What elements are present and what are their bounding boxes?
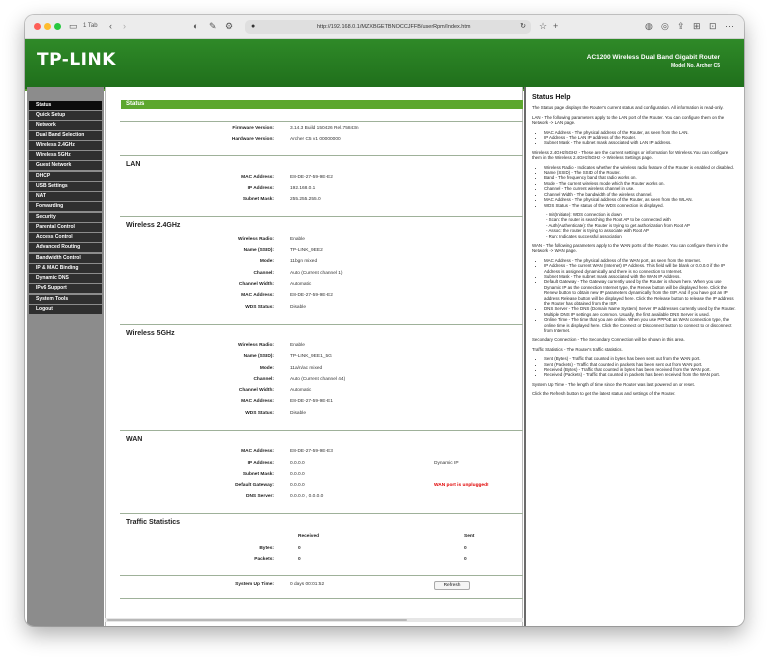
bytes-received: 0 bbox=[298, 546, 301, 551]
help-list-item: • Online Time - The time that you are online. When you use PPPoE as WAN connection type, the online time is displayed here. Click the Connect or Disconnect button to connect to or disconnect from Internet. bbox=[544, 317, 738, 333]
uptime-value: 0 days 00:01:52 bbox=[290, 582, 325, 587]
divider bbox=[120, 121, 523, 122]
sidebar-item-logout[interactable]: Logout bbox=[29, 305, 102, 314]
sidebar-item-network[interactable]: Network bbox=[29, 121, 102, 130]
help-wan-list bbox=[544, 258, 738, 334]
help-wireless-list bbox=[544, 165, 738, 208]
help-wds-line: - Assoc: the router is trying to associate with Root AP bbox=[546, 228, 649, 234]
w5-wds-label: WDS Status: bbox=[245, 411, 274, 416]
wan-ip-value: 0.0.0.0 bbox=[290, 461, 305, 466]
bytes-label: Bytes: bbox=[259, 546, 274, 551]
help-list-item: • DNS Server - The DNS (Domain Name System) Server IP addresses currently used by the Router. Multiple DNS IP settings are common. Usually, the first available DNS Server is used. bbox=[544, 306, 738, 317]
firmware-value: 3.14.3 Build 150426 Rel.75843n bbox=[290, 126, 359, 131]
settings-icon[interactable]: ◎ bbox=[661, 21, 669, 31]
w24-mac-value: E8-DE-27-59-9E-E2 bbox=[290, 293, 333, 298]
sidebar-item-ddns[interactable]: Dynamic DNS bbox=[29, 274, 102, 283]
w5-channel-label: Channel: bbox=[253, 377, 274, 382]
help-intro: The Status page displays the Router's current status and configuration. All information is read-only. bbox=[532, 105, 724, 111]
sidebar-item-advanced-routing[interactable]: Advanced Routing bbox=[29, 243, 102, 252]
divider bbox=[120, 575, 523, 576]
lan-mac-value: E8-DE-27-59-9E-E2 bbox=[290, 175, 333, 180]
help-list-item: • Sent (Bytes) - Traffic that counted in bytes has been sent out from the WAN port. bbox=[544, 356, 738, 361]
sidebar-item-wireless-24[interactable]: Wireless 2.4GHz bbox=[29, 141, 102, 150]
w5-radio-value: Enable bbox=[290, 343, 305, 348]
wireless-5-heading: Wireless 5GHz bbox=[126, 330, 175, 337]
lan-ip-value: 192.168.0.1 bbox=[290, 186, 316, 191]
help-list-item: • Channel - The current wireless channel in use. bbox=[544, 186, 738, 191]
address-bar[interactable] bbox=[245, 20, 531, 34]
extension-icon[interactable]: ◍ bbox=[645, 21, 653, 31]
tab-overview-icon[interactable]: ⊞ bbox=[693, 21, 701, 31]
help-list-item: • Channel Width - The bandwidth of the wireless channel. bbox=[544, 192, 738, 197]
back-arrow-icon[interactable]: ‹ bbox=[109, 21, 112, 31]
help-list-item: • Default Gateway - The Gateway currently used by the Router is shown here. When you use Dynamic IP as the connection Internet type, the Renew button will be displayed here. Click the Renew button to obtain new IP parameters dynamically from the ISP. And if you have got an IP address Release button will be displayed here. Click the Release button to release the IP address the Router has obtained from the ISP. bbox=[544, 279, 738, 306]
w5-width-label: Channel Width: bbox=[238, 388, 274, 393]
sidebar-menu bbox=[27, 87, 104, 626]
help-secondary: Secondary Connection - The Secondary Connection will be shown in this area. bbox=[532, 337, 685, 343]
help-list-item: • Band - The frequency band that radio works on. bbox=[544, 175, 738, 180]
w24-mode-label: Mode: bbox=[259, 259, 274, 264]
tab-count[interactable]: 1 Tab bbox=[83, 23, 98, 29]
router-header bbox=[25, 39, 744, 91]
refresh-button[interactable]: Refresh bbox=[434, 581, 470, 590]
w24-ssid-value: TP-LINK_9EE2 bbox=[290, 248, 323, 253]
help-list-item: • Subnet Mask - The subnet mask associated with the WAN IP Address. bbox=[544, 274, 738, 279]
help-wireless-intro: Wireless 2.4GHz/5GHz - These are the current settings or information for Wireless.You can configure them in the Wireless 2.4GHz/5GHz -> Wireless Settings page. bbox=[532, 149, 729, 161]
wan-mask-label: Subnet Mask: bbox=[242, 472, 274, 477]
help-wds-line: - Init(Initiate): WDS connection is down bbox=[546, 211, 622, 217]
tools-icon[interactable]: ✎ bbox=[209, 21, 217, 31]
w24-width-value: Automatic bbox=[290, 282, 312, 287]
scrollbar-thumb[interactable] bbox=[107, 619, 407, 621]
sidebar-item-nat[interactable]: NAT bbox=[29, 192, 102, 201]
w5-mac-value: E8-DE-27-59-9E-E1 bbox=[290, 399, 333, 404]
more-icon[interactable]: ⋯ bbox=[725, 21, 734, 31]
share-icon[interactable]: ⇪ bbox=[677, 21, 685, 31]
w5-ssid-value: TP-LINK_9EE1_5G bbox=[290, 354, 332, 359]
sidebar-item-access-control[interactable]: Access Control bbox=[29, 233, 102, 242]
help-wds-line: - Scan: the router is searching the Root AP to be connected with bbox=[546, 217, 671, 223]
w5-mode-label: Mode: bbox=[259, 366, 274, 371]
wan-gateway-label: Default Gateway: bbox=[235, 483, 274, 488]
help-list-item: • Wireless Radio - Indicates whether the wireless radio feature of the Router is enabled or disabled. bbox=[544, 165, 738, 170]
wan-mask-value: 0.0.0.0 bbox=[290, 472, 305, 477]
help-wan-intro: WAN - The following parameters apply to the WAN ports of the Router. You can configure them in the Network -> WAN page. bbox=[532, 242, 729, 254]
help-traffic-intro: Traffic Statistics - The Router's traffic statistics. bbox=[532, 346, 623, 352]
w24-mode-value: 11bgn mixed bbox=[290, 259, 318, 264]
help-list-item: • MAC Address - The physical address of the Router, as seen from the WLAN. bbox=[544, 197, 738, 202]
horizontal-scrollbar[interactable] bbox=[105, 618, 523, 622]
divider bbox=[120, 155, 523, 156]
divider bbox=[120, 598, 523, 599]
help-wds-line: - Run: Indicates successful association bbox=[546, 233, 622, 239]
traffic-received-header: Received bbox=[298, 534, 320, 539]
url-text: http://192.168.0.1/MZXBGETBNOCCJFFB/userRpm/Index.htm bbox=[317, 24, 471, 30]
sidebar-item-ipv6[interactable]: IPv6 Support bbox=[29, 284, 102, 293]
bytes-sent: 0 bbox=[464, 546, 467, 551]
help-wds-line: - Auth(Authenticate): the Router is trying to get authorization from Root AP bbox=[546, 222, 690, 228]
sidebar-item-parental-control[interactable]: Parental Control bbox=[29, 223, 102, 232]
wireless-24-heading: Wireless 2.4GHz bbox=[126, 222, 181, 229]
packets-sent: 0 bbox=[464, 557, 467, 562]
wan-dns-label: DNS Server: bbox=[246, 494, 274, 499]
w24-radio-label: Wireless Radio: bbox=[238, 237, 274, 242]
tp-link-logo: TP-LINK bbox=[37, 50, 116, 70]
sidebar-item-usb[interactable]: USB Settings bbox=[29, 182, 102, 191]
wan-gateway-value: 0.0.0.0 bbox=[290, 483, 305, 488]
divider bbox=[120, 216, 523, 217]
grid-icon[interactable]: ⊡ bbox=[709, 21, 717, 31]
status-content bbox=[105, 87, 523, 626]
sidebar-item-guest-network[interactable]: Guest Network bbox=[29, 161, 102, 170]
sidebar-item-system-tools[interactable]: System Tools bbox=[29, 295, 102, 304]
lan-mac-label: MAC Address: bbox=[241, 175, 274, 180]
w5-width-value: Automatic bbox=[290, 388, 312, 393]
help-list-item: • IP Address - The LAN IP address of the Router. bbox=[544, 135, 738, 140]
divider bbox=[120, 430, 523, 431]
w5-ssid-label: Name (SSID): bbox=[243, 354, 274, 359]
sidebar-item-security[interactable]: Security bbox=[29, 213, 102, 222]
page-title: Status bbox=[121, 100, 523, 109]
sidebar-item-dual-band[interactable]: Dual Band Selection bbox=[29, 131, 102, 140]
wan-dns-value: 0.0.0.0 , 0.0.0.0 bbox=[290, 494, 324, 499]
w24-wds-value: Disable bbox=[290, 305, 306, 310]
browser-toolbar bbox=[25, 15, 744, 39]
w24-mac-label: MAC Address: bbox=[241, 293, 274, 298]
firmware-label: Firmware Version: bbox=[232, 126, 274, 131]
wan-unplugged-warning: WAN port is unplugged! bbox=[434, 483, 489, 488]
forward-arrow-icon[interactable]: › bbox=[123, 21, 126, 31]
product-info bbox=[587, 53, 720, 71]
reload-icon[interactable]: ↻ bbox=[520, 23, 526, 30]
wan-ip-label: IP Address: bbox=[247, 461, 274, 466]
sidebar-item-bandwidth[interactable]: Bandwidth Control bbox=[29, 254, 102, 263]
divider bbox=[120, 324, 523, 325]
packets-label: Packets: bbox=[254, 557, 274, 562]
lan-ip-label: IP Address: bbox=[247, 186, 274, 191]
w5-wds-value: Disable bbox=[290, 411, 306, 416]
w5-channel-value: Auto (Current channel 44) bbox=[290, 377, 346, 382]
lan-heading: LAN bbox=[126, 161, 141, 168]
help-list-item: • Subnet Mask - The subnet mask associated with LAN IP address. bbox=[544, 140, 738, 145]
w24-wds-label: WDS Status: bbox=[245, 305, 274, 310]
help-lan-list bbox=[544, 130, 738, 146]
help-lan-intro: LAN - The following parameters apply to the LAN port of the Router. You can configure them on the Network -> LAN page. bbox=[532, 114, 725, 126]
minimize-window-button[interactable] bbox=[44, 23, 51, 30]
sidebar-toggle-icon[interactable]: ▭ bbox=[69, 21, 78, 31]
packets-received: 0 bbox=[298, 557, 301, 562]
help-list-item: • IP Address - The current WAN (Internet) IP Address. This field will be blank or 0.0.0.0 if the IP Address is assigned dynamically and there is no connection to Internet. bbox=[544, 263, 738, 274]
help-wds-lines bbox=[532, 212, 738, 239]
w24-radio-value: Enable bbox=[290, 237, 305, 242]
help-title: Status Help bbox=[532, 94, 571, 101]
w24-channel-label: Channel: bbox=[253, 271, 274, 276]
sidebar-item-quick-setup[interactable]: Quick Setup bbox=[29, 111, 102, 120]
sidebar-item-dhcp[interactable]: DHCP bbox=[29, 172, 102, 181]
sidebar-item-forwarding[interactable]: Forwarding bbox=[29, 202, 102, 211]
browser-window bbox=[25, 15, 744, 626]
sidebar-item-ip-mac-binding[interactable]: IP & MAC Binding bbox=[29, 264, 102, 273]
traffic-sent-header: Sent bbox=[464, 534, 475, 539]
zoom-window-button[interactable] bbox=[54, 23, 61, 30]
gear-icon[interactable]: ⚙ bbox=[225, 21, 234, 31]
help-list-item: • MAC Address - The physical address of the WAN port, as seen from the Internet. bbox=[544, 258, 738, 263]
help-list-item: • MAC Address - The physical address of the Router, as seen from the LAN. bbox=[544, 130, 738, 135]
help-list-item: • Mode - The current wireless mode which the Router works on. bbox=[544, 181, 738, 186]
close-window-button[interactable] bbox=[34, 23, 41, 30]
lan-mask-label: Subnet Mask: bbox=[242, 197, 274, 202]
shield-icon[interactable]: ◐ bbox=[193, 21, 199, 31]
uptime-label: System Up Time: bbox=[235, 582, 274, 587]
help-list-item: • Received (Bytes) - Traffic that counted in bytes has been received from the WAN port. bbox=[544, 367, 738, 372]
help-uptime: System Up Time - The length of time since the Router was last powered on or reset. bbox=[532, 381, 695, 387]
new-tab-icon[interactable]: + bbox=[553, 21, 559, 31]
w5-mode-value: 11a/n/ac mixed bbox=[290, 366, 323, 371]
lan-mask-value: 255.255.255.0 bbox=[290, 197, 321, 202]
hardware-value: Archer C5 v1 00000000 bbox=[290, 137, 341, 142]
help-list-item: • Name (SSID) - The SSID of the Router. bbox=[544, 170, 738, 175]
help-list-item: • Sent (Packets) - Traffic that counted in packets has been sent out from WAN port. bbox=[544, 362, 738, 367]
wan-ip-type: Dynamic IP bbox=[434, 461, 459, 466]
help-panel bbox=[524, 87, 744, 626]
traffic-heading: Traffic Statistics bbox=[126, 519, 181, 526]
wan-mac-value: E8-DE-27-59-9E-E3 bbox=[290, 449, 333, 454]
sidebar-item-status[interactable]: Status bbox=[29, 101, 102, 110]
help-traffic-list bbox=[544, 356, 738, 378]
help-refresh: Click the Refresh button to get the latest status and settings of the Router. bbox=[532, 391, 676, 397]
help-list-item: • WDS Status - The status of the WDS connection is displayed. bbox=[544, 203, 738, 208]
w24-channel-value: Auto (Current channel 1) bbox=[290, 271, 343, 276]
hardware-label: Hardware Version: bbox=[231, 137, 274, 142]
bookmark-star-icon[interactable]: ☆ bbox=[539, 21, 548, 31]
w5-mac-label: MAC Address: bbox=[241, 399, 274, 404]
wan-heading: WAN bbox=[126, 436, 143, 443]
w5-radio-label: Wireless Radio: bbox=[238, 343, 274, 348]
sidebar-item-wireless-5[interactable]: Wireless 5GHz bbox=[29, 151, 102, 160]
w24-ssid-label: Name (SSID): bbox=[243, 248, 274, 253]
divider bbox=[120, 513, 523, 514]
w24-width-label: Channel Width: bbox=[238, 282, 274, 287]
help-list-item: • Received (Packets) - Traffic that counted in packets has been received from the WAN port. bbox=[544, 372, 738, 377]
model-number: Model No. Archer C5 bbox=[671, 63, 720, 69]
product-name: AC1200 Wireless Dual Band Gigabit Router bbox=[586, 54, 720, 61]
site-dot-icon: ● bbox=[251, 23, 256, 30]
wan-mac-label: MAC Address: bbox=[241, 449, 274, 454]
